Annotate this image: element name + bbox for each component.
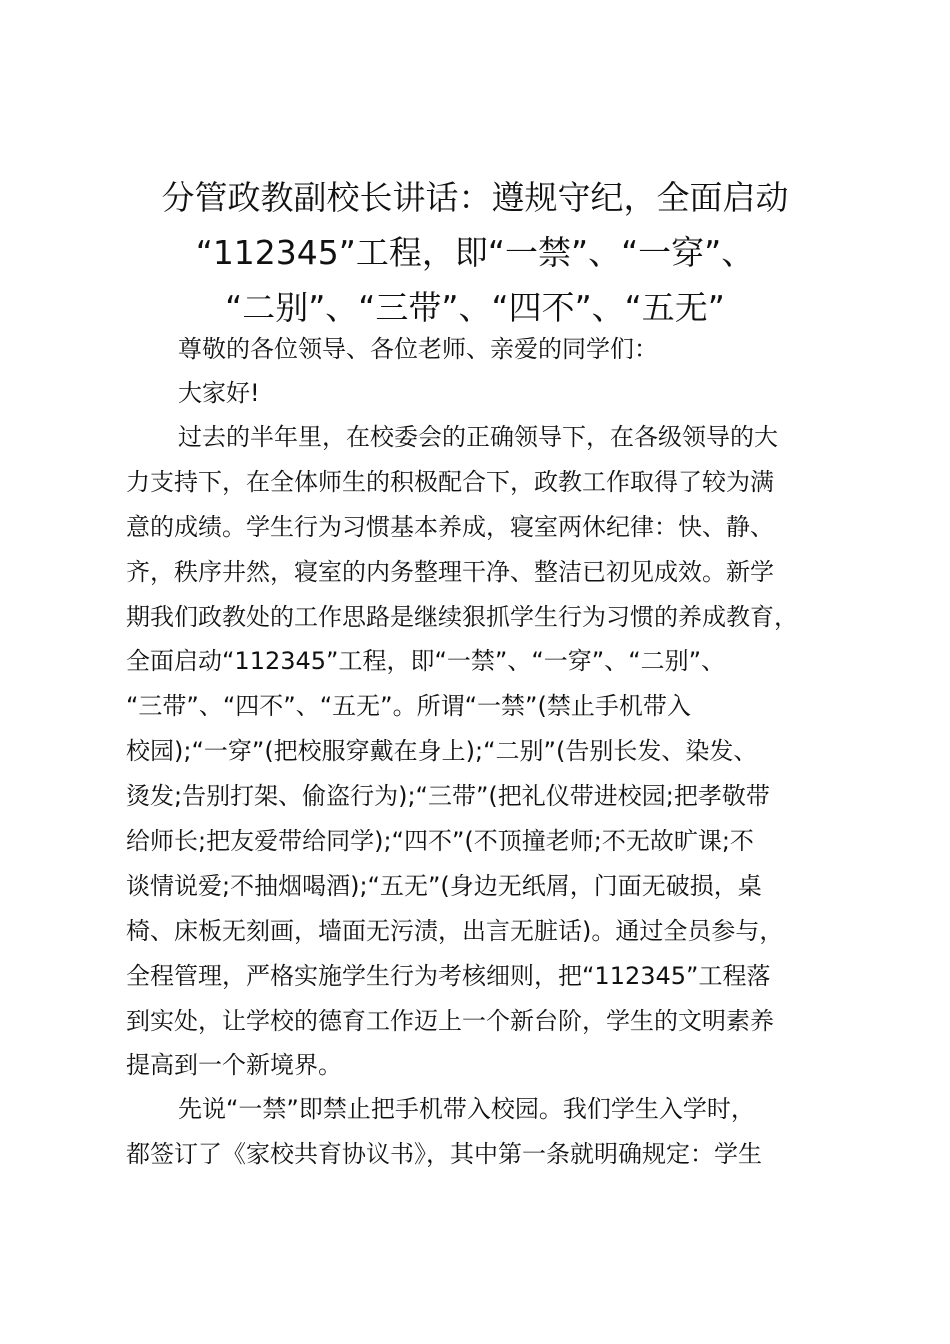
paragraph-line: 烫发;告别打架、偷盗行为);“三带”(把礼仪带进校园;把孝敬带 <box>126 782 770 811</box>
paragraph-line: “三带”、“四不”、“五无”。所谓“一禁”(禁止手机带入 <box>126 692 691 721</box>
paragraph-line: 先说“一禁”即禁止把手机带入校园。我们学生入学时， <box>178 1095 755 1123</box>
paragraph-line: 过去的半年里，在校委会的正确领导下，在各级领导的大 <box>178 423 778 451</box>
salutation: 尊敬的各位领导、各位老师、亲爱的同学们： <box>178 335 658 363</box>
document-title <box>120 170 830 335</box>
paragraph-line: 全面启动“112345”工程，即“一禁”、“一穿”、“二别”、 <box>126 647 726 676</box>
paragraph-line: 到实处，让学校的德育工作迈上一个新台阶，学生的文明素养 <box>126 1006 774 1035</box>
title-line: 分管政教副校长讲话：遵规守纪，全面启动 <box>161 178 789 217</box>
paragraph-line: 椅、床板无刻画，墙面无污渍，出言无脏话)。通过全员参与， <box>126 916 784 945</box>
paragraph-intro <box>126 415 846 1088</box>
title-line: “二别”、“三带”、“四不”、“五无” <box>225 288 725 327</box>
paragraph-line: 意的成绩。学生行为习惯基本养成，寝室两休纪律：快、静、 <box>126 512 774 541</box>
paragraph-line: 都签订了《家校共育协议书》，其中第一条就明确规定：学生 <box>126 1139 762 1168</box>
paragraph-line: 全程管理，严格实施学生行为考核细则，把“112345”工程落 <box>126 961 771 990</box>
greeting: 大家好! <box>178 379 260 407</box>
paragraph-line: 齐，秩序井然，寝室的内务整理干净、整洁已初见成效。新学 <box>126 557 774 586</box>
paragraph-line: 提高到一个新境界。 <box>126 1051 342 1080</box>
paragraph-line: 校园);“一穿”(把校服穿戴在身上);“二别”(告别长发、染发、 <box>126 737 758 766</box>
paragraph-line: 力支持下，在全体师生的积极配合下，政教工作取得了较为满 <box>126 467 774 496</box>
paragraph-first-point <box>126 1087 846 1177</box>
title-line: “112345”工程，即“一禁”、“一穿”、 <box>195 233 755 272</box>
paragraph-line: 期我们政教处的工作思路是继续狠抓学生行为习惯的养成教育， <box>126 602 798 631</box>
paragraph-line: 给师长;把友爱带给同学);“四不”(不顶撞老师;不无故旷课;不 <box>126 827 754 856</box>
paragraph-line: 谈情说爱;不抽烟喝酒);“五无”(身边无纸屑，门面无破损，桌 <box>126 871 762 900</box>
